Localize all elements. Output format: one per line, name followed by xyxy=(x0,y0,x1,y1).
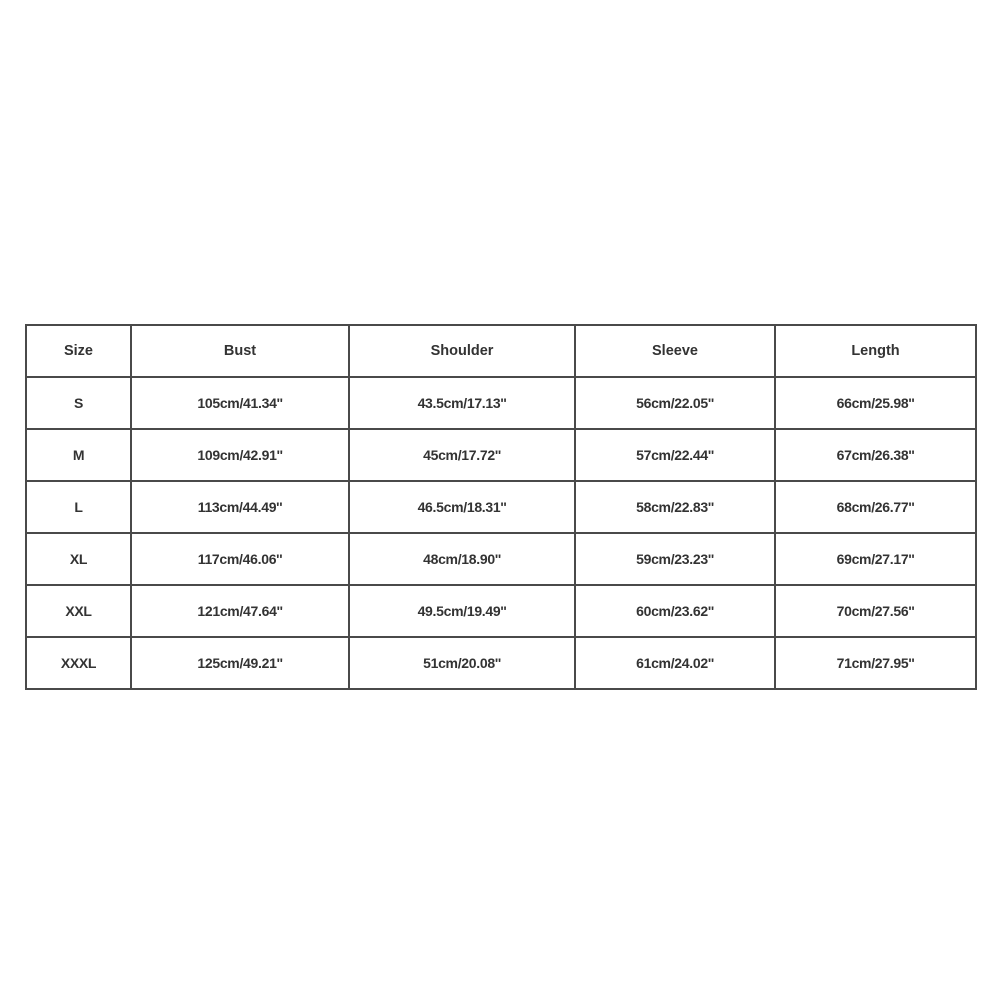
cell-sleeve: 58cm/22.83'' xyxy=(575,481,775,533)
cell-length: 69cm/27.17'' xyxy=(775,533,976,585)
header-length: Length xyxy=(775,325,976,377)
table-header-row xyxy=(26,325,976,377)
cell-length: 67cm/26.38'' xyxy=(775,429,976,481)
cell-sleeve: 59cm/23.23'' xyxy=(575,533,775,585)
cell-size: XXL xyxy=(26,585,131,637)
cell-length: 70cm/27.56'' xyxy=(775,585,976,637)
cell-size: S xyxy=(26,377,131,429)
cell-bust: 117cm/46.06'' xyxy=(131,533,349,585)
cell-sleeve: 57cm/22.44'' xyxy=(575,429,775,481)
cell-size: M xyxy=(26,429,131,481)
cell-bust: 121cm/47.64'' xyxy=(131,585,349,637)
header-sleeve: Sleeve xyxy=(575,325,775,377)
cell-shoulder: 51cm/20.08'' xyxy=(349,637,575,689)
cell-sleeve: 56cm/22.05'' xyxy=(575,377,775,429)
table-row xyxy=(26,637,976,689)
table-row xyxy=(26,585,976,637)
size-chart-table xyxy=(25,324,977,690)
cell-shoulder: 43.5cm/17.13'' xyxy=(349,377,575,429)
cell-bust: 125cm/49.21'' xyxy=(131,637,349,689)
cell-size: XL xyxy=(26,533,131,585)
cell-sleeve: 60cm/23.62'' xyxy=(575,585,775,637)
table-row xyxy=(26,429,976,481)
cell-sleeve: 61cm/24.02'' xyxy=(575,637,775,689)
header-bust: Bust xyxy=(131,325,349,377)
table-row xyxy=(26,481,976,533)
cell-length: 71cm/27.95'' xyxy=(775,637,976,689)
header-size: Size xyxy=(26,325,131,377)
cell-shoulder: 45cm/17.72'' xyxy=(349,429,575,481)
header-shoulder: Shoulder xyxy=(349,325,575,377)
cell-bust: 109cm/42.91'' xyxy=(131,429,349,481)
cell-shoulder: 46.5cm/18.31'' xyxy=(349,481,575,533)
cell-bust: 105cm/41.34'' xyxy=(131,377,349,429)
cell-size: L xyxy=(26,481,131,533)
table-row xyxy=(26,533,976,585)
cell-size: XXXL xyxy=(26,637,131,689)
cell-length: 66cm/25.98'' xyxy=(775,377,976,429)
cell-length: 68cm/26.77'' xyxy=(775,481,976,533)
cell-shoulder: 48cm/18.90'' xyxy=(349,533,575,585)
cell-bust: 113cm/44.49'' xyxy=(131,481,349,533)
cell-shoulder: 49.5cm/19.49'' xyxy=(349,585,575,637)
table-row xyxy=(26,377,976,429)
